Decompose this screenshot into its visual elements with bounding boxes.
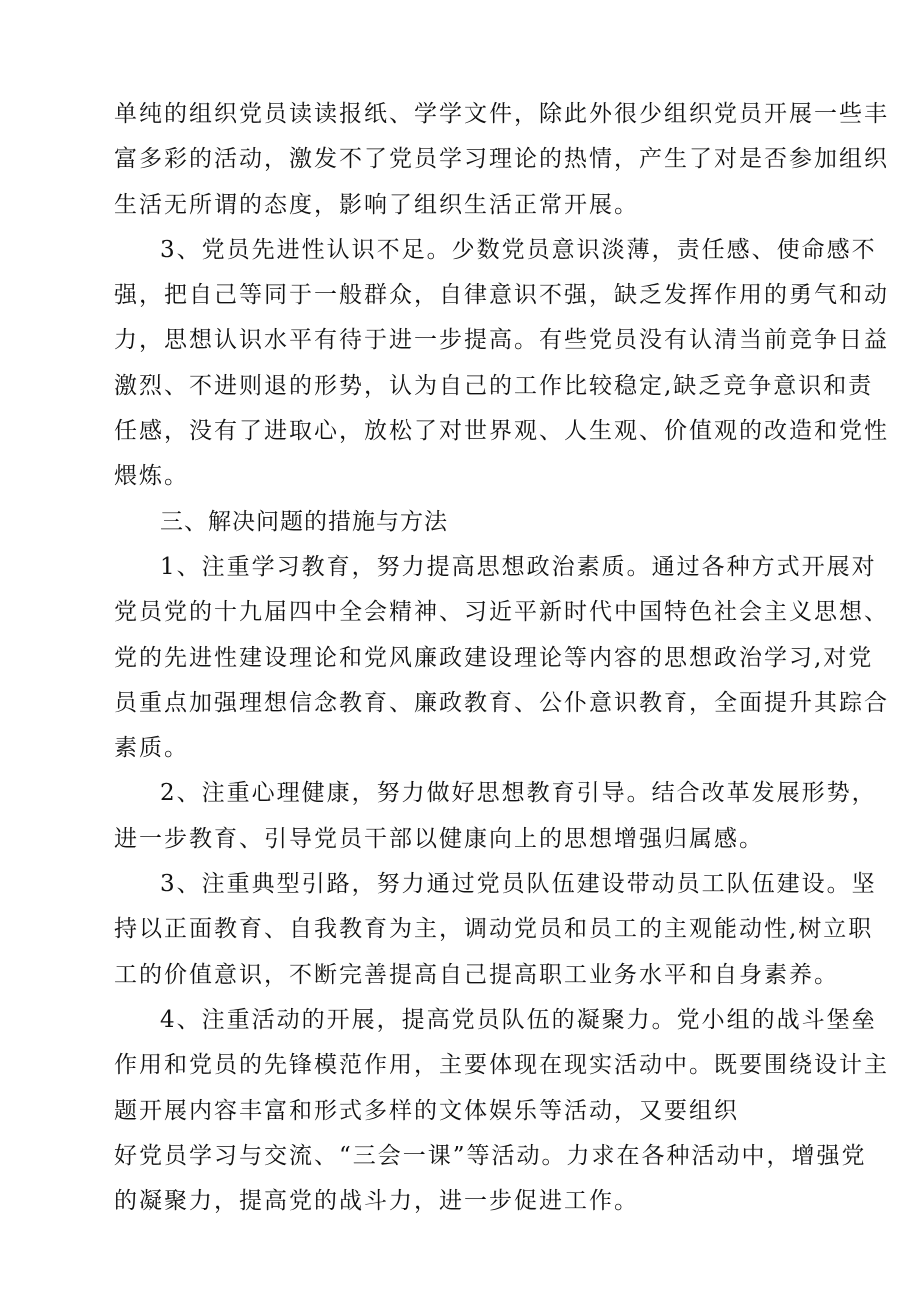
body-text-line: 工的价值意识，不断完善提高自己提高职工业务水平和自身素养。 xyxy=(114,961,839,988)
body-text-line: 激烈、不进则退的形势，认为自己的工作比较稳定,缺乏竞争意识和责 xyxy=(114,372,874,399)
body-text-line: 富多彩的活动，激发不了党员学习理论的热情，产生了对是否参加组织 xyxy=(114,146,889,173)
body-text-line: 好党员学习与交流、“三会一课”等活动。力求在各种活动中，增强党 xyxy=(114,1142,867,1169)
body-text-line: 力，思想认识水平有待于进一步提高。有些党员没有认清当前竞争日益 xyxy=(114,327,889,354)
body-text-line: 作用和党员的先锋模范作用，主要体现在现实活动中。既要围绕设计主 xyxy=(114,1052,889,1079)
body-text-line: 任感，没有了进取心，放松了对世界观、人生观、价值观的改造和党性 xyxy=(114,418,889,445)
body-text-line: 员重点加强理想信念教育、廉政教育、公仆意识教育，全面提升其踪合 xyxy=(114,689,889,716)
body-text-line: 进一步教育、引导党员干部以健康向上的思想增强归属感。 xyxy=(114,825,764,852)
section-heading: 三、解决问题的措施与方法 xyxy=(160,508,448,535)
body-text-line: 生活无所谓的态度，影响了组织生活正常开展。 xyxy=(114,191,639,218)
body-text-line: 单纯的组织党员读读报纸、学学文件，除此外很少组织党员开展一些丰 xyxy=(114,101,889,127)
body-text-line: 党的先进性建设理论和党风廉政建设理论等内容的思想政治学习,对党 xyxy=(114,644,874,671)
body-text-line: 强，把自己等同于一般群众，自律意识不强，缺乏发挥作用的勇气和动 xyxy=(114,282,889,309)
body-text-line: 素质。 xyxy=(114,735,189,762)
paragraph-start-line: 3、注重典型引路，努力通过党员队伍建设带动员工队伍建设。坚 xyxy=(160,871,877,898)
body-text-line: 题开展内容丰富和形式多样的文体娱乐等活动，又要组织 xyxy=(114,1097,739,1124)
paragraph-start-line: 2、注重心理健康，努力做好思想教育引导。结合改革发展形势， xyxy=(160,780,877,807)
body-text-line: 的凝聚力，提高党的战斗力，进一步促进工作。 xyxy=(114,1188,639,1215)
body-text-line: 持以正面教育、自我教育为主，调动党员和员工的主观能动性,树立职 xyxy=(114,916,874,943)
body-text-line: 煨炼。 xyxy=(114,463,189,490)
paragraph-start-line: 4、注重活动的开展，提高党员队伍的凝聚力。党小组的战斗堡垒 xyxy=(160,1006,877,1033)
paragraph-start-line: 3、党员先进性认识不足。少数党员意识淡薄，责任感、使命感不 xyxy=(160,236,877,263)
document-body xyxy=(114,92,889,1224)
paragraph-start-line: 1、注重学习教育，努力提高思想政治素质。通过各种方式开展对 xyxy=(160,553,877,580)
body-text-line: 党员党的十九届四中全会精神、习近平新时代中国特色社会主义思想、 xyxy=(114,599,889,626)
